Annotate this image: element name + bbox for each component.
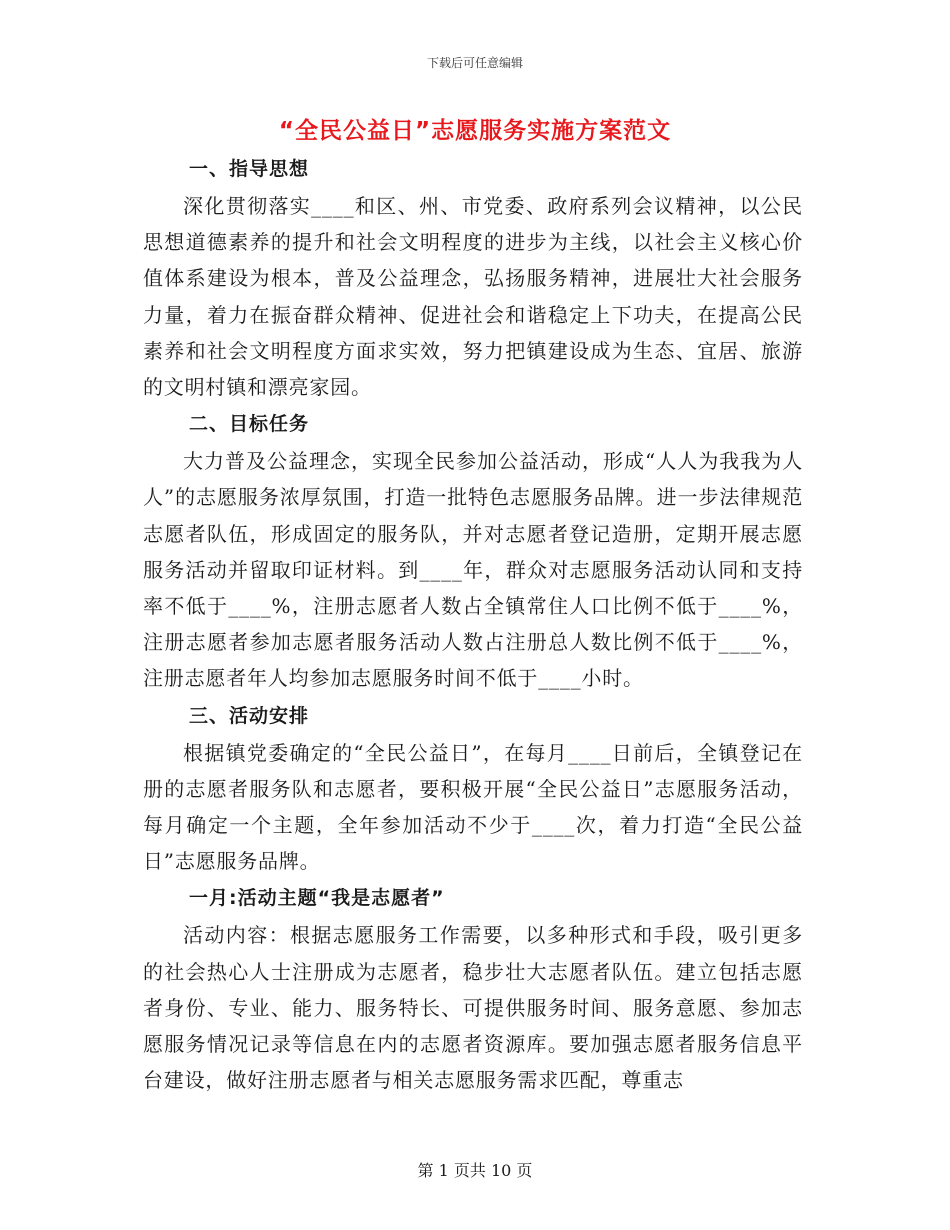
- section-heading-january-theme: 一月:活动主题“我是志愿者”: [189, 887, 445, 910]
- section-paragraph: 根据镇党委确定的“全民公益日”，在每月____日前后，全镇登记在册的志愿者服务队和志愿者，要积极开展“全民公益日”志愿服务活动，每月确定一个主题，全年参加活动不少于____次，着力打造“全民公益日”志愿服务品牌。: [143, 740, 803, 874]
- section-paragraph: 深化贯彻落实____和区、州、市党委、政府系列会议精神，以公民思想道德素养的提升和社会文明程度的进步为主线，以社会主义核心价值体系建设为根本，普及公益理念，弘扬服务精神，进展壮大社会服务力量，着力在振奋群众精神、促进社会和谐稳定上下功夫，在提高公民素养和社会文明程度方面求实效，努力把镇建设成为生态、宜居、旅游的文明村镇和漂亮家园。: [143, 194, 803, 400]
- page-number-footer: 第 1 页共 10 页: [417, 1161, 533, 1180]
- section-heading-goals: 二、目标任务: [189, 413, 310, 436]
- document-title: “全民公益日”志愿服务实施方案范文: [278, 118, 672, 144]
- section-paragraph: 活动内容：根据志愿服务工作需要，以多种形式和手段，吸引更多的社会热心人士注册成为志愿者，稳步壮大志愿者队伍。建立包括志愿者身份、专业、能力、服务特长、可提供服务时间、服务意愿、参加志愿服务情况记录等信息在内的志愿者资源库。要加强志愿者服务信息平台建设，做好注册志愿者与相关志愿服务需求匹配，尊重志: [143, 923, 803, 1093]
- section-heading-activity-plan: 三、活动安排: [189, 704, 310, 727]
- page-header-note: 下载后可任意编辑: [426, 56, 523, 70]
- document-body: [143, 150, 803, 1098]
- section-heading-guiding-ideology: 一、指导思想: [189, 158, 310, 180]
- section-paragraph: 大力普及公益理念，实现全民参加公益活动，形成“人人为我我为人人”的志愿服务浓厚氛围，打造一批特色志愿服务品牌。进一步法律规范志愿者队伍，形成固定的服务队，并对志愿者登记造册，定期开展志愿服务活动并留取印证材料。到____年，群众对志愿服务活动认同和支持率不低于____%，注册志愿者人数占全镇常住人口比例不低于____%，注册志愿者参加志愿者服务活动人数占注册总人数比例不低于____%，注册志愿者年人均参加志愿服务时间不低于____小时。: [143, 449, 803, 691]
